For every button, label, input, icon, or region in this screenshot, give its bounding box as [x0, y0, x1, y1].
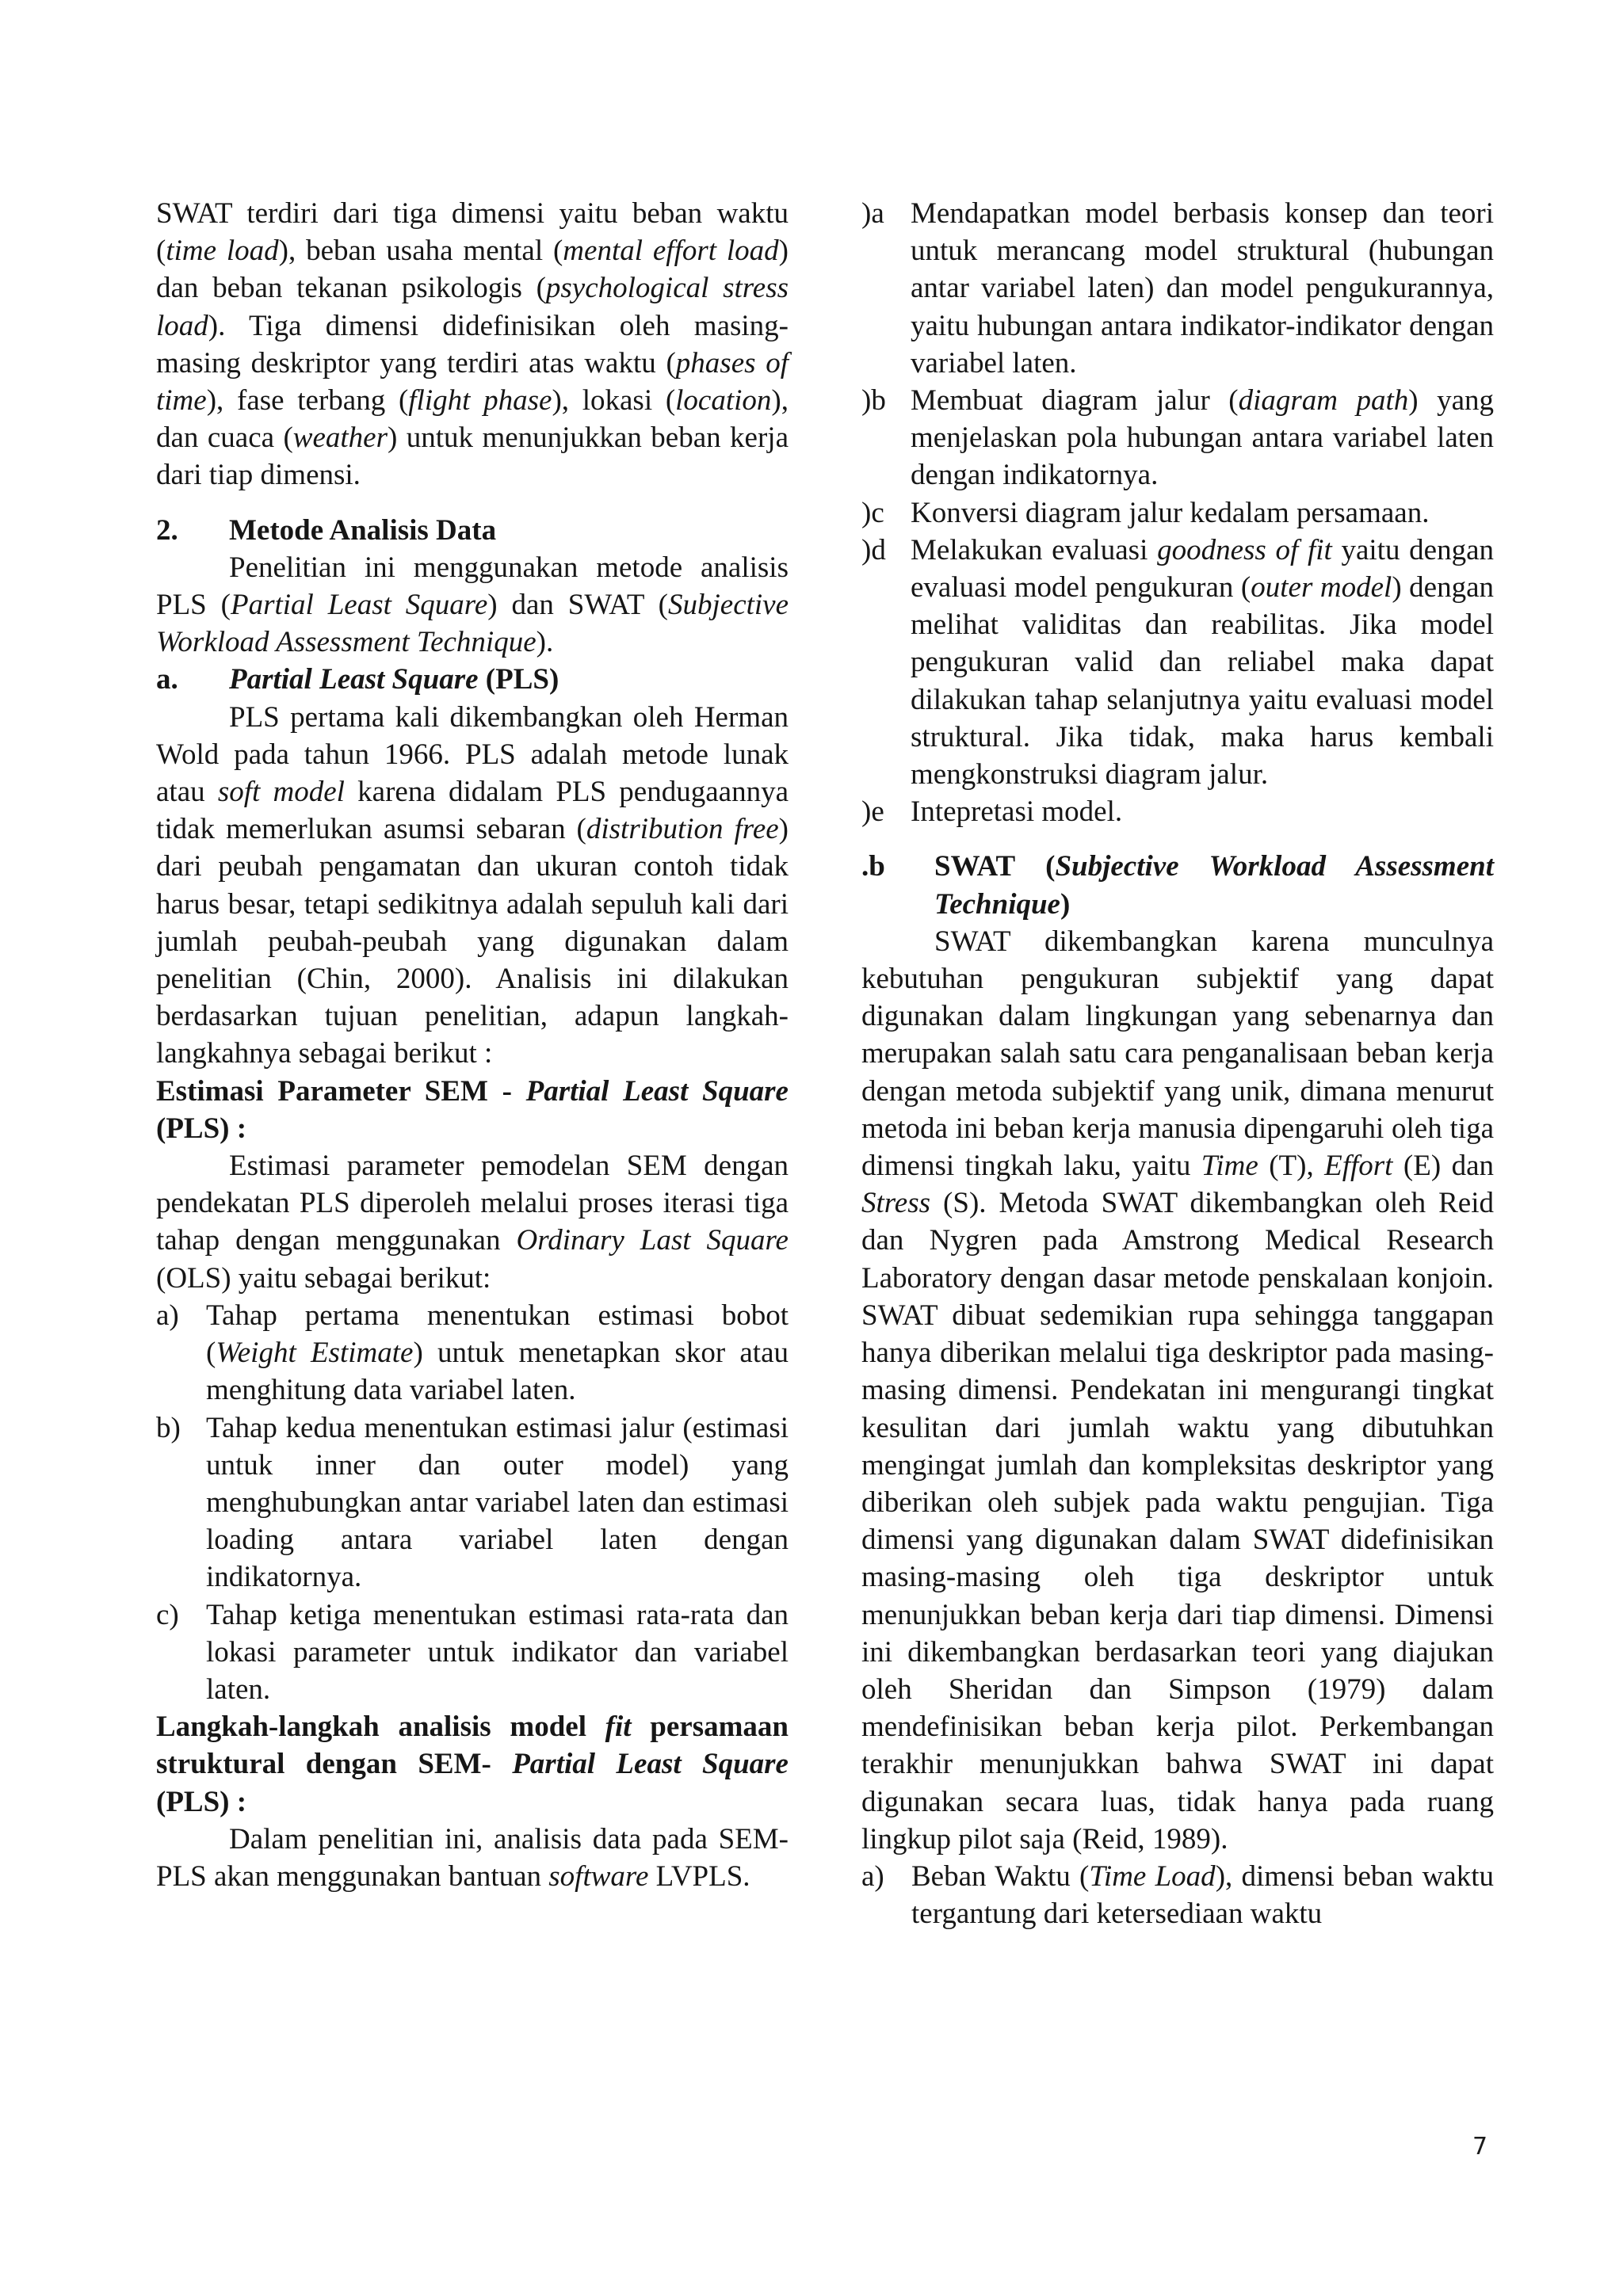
section-2-heading: [156, 512, 789, 549]
list-marker: b): [156, 1411, 181, 1444]
swat-dimensions-list: [861, 1858, 1494, 1932]
list-item: [861, 793, 1494, 830]
subsection-title: SWAT (Subjective Workload Assessment Technique): [934, 850, 1494, 921]
left-paragraph-2: Penelitian ini menggunakan metode analisis PLS (Partial Least Square) dan SWAT (Subjective Workload Assessment Technique).: [156, 551, 789, 659]
list-item: [861, 195, 1494, 382]
estimasi-heading: Estimasi Parameter SEM - Partial Least Square (PLS) :: [156, 1074, 789, 1145]
list-item-text: Beban Waktu (Time Load), dimensi beban waktu tergantung dari ketersediaan waktu: [911, 1859, 1494, 1931]
list-item-text: Melakukan evaluasi goodness of fit yaitu dengan evaluasi model pengukuran (outer model) dengan melihat validitas dan reabilitas. Jika model pengukuran valid dan reliabel maka dapat dilakukan tahap selanjutnya yaitu evaluasi model struktural. Jika tidak, maka harus kembali mengkonstruksi diagram jalur.: [911, 533, 1495, 791]
section-title: Metode Analisis Data: [229, 513, 497, 547]
list-item: [156, 1596, 789, 1709]
list-marker: )e: [861, 795, 884, 829]
list-item-text: Tahap ketiga menentukan estimasi rata-rata dan lokasi parameter untuk indikator dan variabel laten.: [206, 1598, 789, 1706]
right-paragraph-1: SWAT dikembangkan karena munculnya kebutuhan pengukuran subjektif yang dapat digunakan dalam lingkungan yang sebenarnya dan merupakan salah satu cara penganalisaan beban kerja dengan metoda subjektif yang unik, dimana menurut metoda ini beban kerja manusia dipengaruhi oleh tiga dimensi tingkah laku, yaitu Time (T), Effort (E) dan Stress (S). Metoda SWAT dikembangkan oleh Reid dan Nygren pada Amstrong Medical Research Laboratory dengan dasar metode penskalaan konjoin. SWAT dibuat sedemikian rupa sehingga tanggapan hanya diberikan melalui tiga deskriptor pada masing-masing dimensi. Pendekatan ini mengurangi tingkat kesulitan dari jumlah waktu yang dibutuhkan mengingat jumlah dan kompleksitas deskriptor yang diberikan oleh subjek pada waktu pengujian. Tiga dimensi yang digunakan dalam SWAT didefinisikan masing-masing oleh tiga deskriptor untuk menunjukkan beban kerja dari tiap dimensi. Dimensi ini dikembangkan berdasarkan teori yang diajukan oleh Sheridan dan Simpson (1979) dalam mendefinisikan beban kerja pilot. Perkembangan terakhir menunjukkan bahwa SWAT ini dapat digunakan secara luas, tidak hanya pada ruang lingkup pilot saja (Reid, 1989).: [861, 925, 1494, 1855]
list-marker: )d: [861, 533, 886, 566]
section-number: 2.: [156, 513, 178, 547]
list-item-text: Membuat diagram jalur (diagram path) yang menjelaskan pola hubungan antara variabel laten dengan indikatornya.: [911, 384, 1495, 492]
page-number: 7: [1472, 2133, 1488, 2161]
list-item-text: Tahap kedua menentukan estimasi jalur (estimasi untuk inner dan outer model) yang menghubungkan antar variabel laten dan estimasi loading antara variabel laten dengan indikatornya.: [206, 1411, 789, 1594]
list-item: [156, 1297, 789, 1409]
list-item: [861, 1858, 1494, 1932]
left-column: [156, 195, 789, 1895]
subsection-number: .b: [861, 850, 885, 883]
list-marker: )c: [861, 496, 884, 529]
sem-steps-list: [861, 195, 1494, 830]
subsection-title: Partial Least Square (PLS): [229, 663, 559, 696]
list-marker: c): [156, 1598, 179, 1631]
right-column: [861, 195, 1494, 1932]
left-paragraph-5: Dalam penelitian ini, analisis data pada SEM-PLS akan menggunakan bantuan software LVPLS.: [156, 1822, 789, 1893]
list-item: [156, 1409, 789, 1596]
list-item-text: Konversi diagram jalur kedalam persamaan.: [911, 496, 1430, 529]
list-marker: a): [156, 1299, 179, 1332]
list-marker: )a: [861, 197, 884, 230]
list-item: [861, 532, 1494, 793]
subsection-number: a.: [156, 663, 178, 696]
list-marker: a): [861, 1859, 884, 1893]
subsection-a-heading: [156, 661, 789, 698]
list-item: [861, 494, 1494, 532]
list-marker: )b: [861, 384, 886, 418]
list-item: [861, 382, 1494, 494]
left-paragraph-4: Estimasi parameter pemodelan SEM dengan pendekatan PLS diperoleh melalui proses iterasi tiga tahap dengan menggunakan Ordinary Last Square (OLS) yaitu sebagai berikut:: [156, 1150, 789, 1295]
estimation-steps-list: [156, 1297, 789, 1708]
list-item-text: Intepretasi model.: [911, 795, 1123, 829]
list-item-text: Mendapatkan model berbasis konsep dan teori untuk merancang model struktural (hubungan antar variabel laten) dan model pengukurannya, yaitu hubungan antara indikator-indikator dengan variabel laten.: [911, 197, 1494, 379]
subsection-b-heading: [861, 848, 1494, 922]
left-paragraph-1: SWAT terdiri dari tiga dimensi yaitu beban waktu (time load), beban usaha mental (mental effort load) dan beban tekanan psikologis (psychological stress load). Tiga dimensi didefinisikan oleh masing-masing deskriptor yang terdiri atas waktu (phases of time), fase terbang (flight phase), lokasi (location), dan cuaca (weather) untuk menunjukkan beban kerja dari tiap dimensi.: [156, 197, 789, 492]
list-item-text: Tahap pertama menentukan estimasi bobot (Weight Estimate) untuk menetapkan skor atau menghitung data variabel laten.: [206, 1299, 789, 1407]
left-paragraph-3: PLS pertama kali dikembangkan oleh Herman Wold pada tahun 1966. PLS adalah metode lunak atau soft model karena didalam PLS pendugaannya tidak memerlukan asumsi sebaran (distribution free) dari peubah pengamatan dan ukuran contoh tidak harus besar, tetapi sedikitnya adalah sepuluh kali dari jumlah peubah-peubah yang digunakan dalam penelitian (Chin, 2000). Analisis ini dilakukan berdasarkan tujuan penelitian, adapun langkah-langkahnya sebagai berikut :: [156, 700, 789, 1070]
langkah-heading: Langkah-langkah analisis model fit persamaan struktural dengan SEM- Partial Least Square (PLS) :: [156, 1711, 789, 1818]
